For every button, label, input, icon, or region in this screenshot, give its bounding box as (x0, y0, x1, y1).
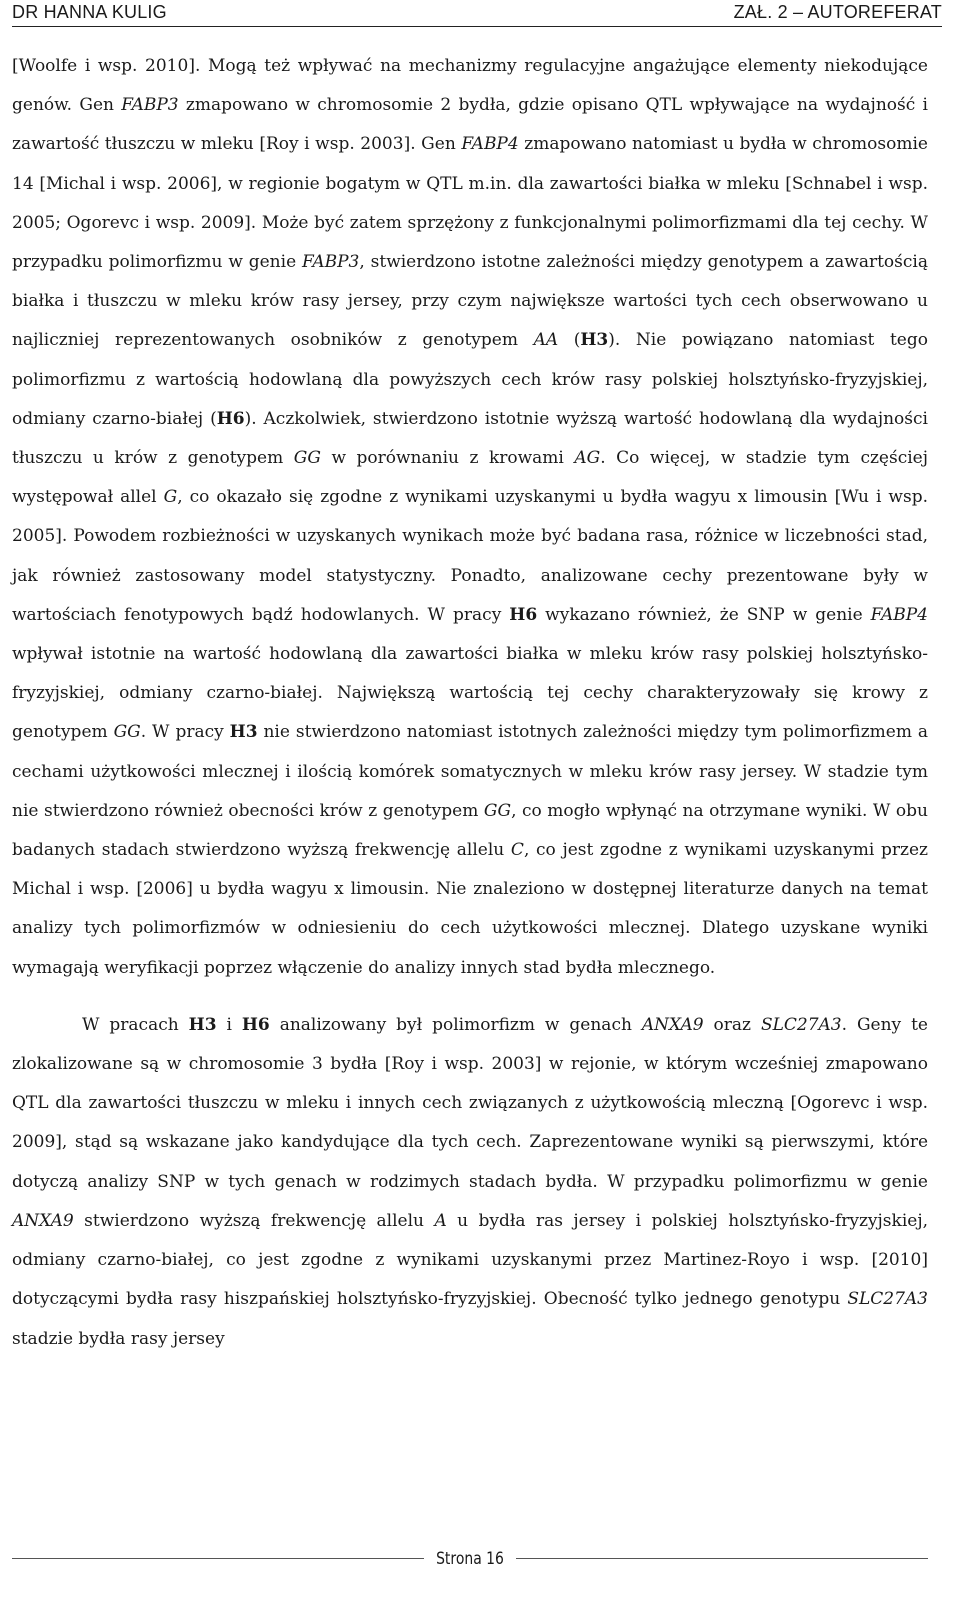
gene-symbol: FABP4 (461, 134, 519, 155)
gene-symbol: AG (574, 448, 601, 469)
text-run: , co mogło wpłynąć na otrzymane wyniki. W obu badanych stadach stwierdzono wyższą frekwencję allelu (12, 800, 928, 861)
document-body (12, 47, 928, 1359)
text-run: ( (558, 330, 581, 351)
text-run: stadzie bydła rasy jersey (12, 1328, 225, 1349)
text-run: oraz (703, 1014, 761, 1035)
header-attachment-label: ZAŁ. 2 – AUTOREFERAT (733, 2, 942, 22)
paper-reference: H6 (241, 1014, 270, 1035)
text-run: i (216, 1014, 242, 1035)
text-run: w porównaniu z krowami (320, 448, 575, 469)
text-run: u bydła ras jersey i polskiej holsztyńsko-fryzyjskiej, odmiany czarno-białej, co jest zgodne z wynikami uzyskanymi przez Martinez-Royo i wsp. [2010] dotyczącymi bydła rasy hiszpańskiej holsztyńsko-fryzyjskiej. Obecność tylko jednego genotypu (12, 1210, 928, 1310)
paragraph-2 (12, 1006, 928, 1359)
text-run: , co okazało się zgodne z wynikami uzyskanymi u bydła wagyu x limousin [Wu i wsp. 2005]. Powodem rozbieżności w uzyskanych wynikach może być badana rasa, różnice w liczebności stad, jak również zastosowany model statystyczny. Ponadto, analizowane cechy prezentowane były w wartościach fenotypowych bądź hodowlanych. W pracy (12, 487, 928, 625)
text-run: , stwierdzono istotne zależności między genotypem a zawartością białka i tłuszczu w mleku krów rasy jersey, przy czym największe wartości tych cech obserwowano u najliczniej reprezentowanych osobników z genotypem (12, 252, 928, 351)
paragraph-1 (12, 47, 928, 988)
gene-symbol: SLC27A3 (760, 1014, 842, 1035)
text-run: zmapowano natomiast u bydła w chromosomie 14 [Michal i wsp. 2006], w regionie bogatym w QTL m.in. dla zawartości białka w mleku [Schnabel i wsp. 2005; Ogorevc i wsp. 2009]. Może być zatem sprzężony z funkcjonalnymi polimorfizmami dla tej cechy. W przypadku polimorfizmu w genie (12, 134, 928, 273)
gene-symbol: G (163, 487, 178, 508)
gene-symbol: SLC27A3 (847, 1289, 928, 1310)
paper-reference: H6 (216, 408, 245, 429)
gene-symbol: ANXA9 (12, 1210, 74, 1231)
page-footer (0, 1548, 960, 1578)
text-run: stwierdzono wyższą frekwencję allelu (73, 1210, 435, 1231)
text-run: , co jest zgodne z wynikami uzyskanymi przez Michal i wsp. [2006] u bydła wagyu x limousin. Nie znaleziono w dostępnej literaturze danych na temat analizy tych polimorfizmów w odniesieniu do cech użytkowości mlecznej. Dlatego uzyskane wyniki wymagają weryfikacji poprzez włączenie do analizy innych stad bydła mlecznego. (12, 840, 928, 978)
page-header (12, 0, 942, 27)
gene-symbol: GG (293, 448, 321, 469)
header-author: DR HANNA KULIG (12, 2, 167, 22)
text-run: wykazano również, że SNP w genie (537, 604, 871, 625)
gene-symbol: GG (113, 722, 141, 743)
text-run: . Co więcej, w stadzie tym częściej występował allel (12, 448, 929, 508)
paper-reference: H3 (229, 722, 258, 743)
text-run: analizowany był polimorfizm w genach (269, 1014, 642, 1035)
paper-reference: H6 (509, 604, 538, 625)
paper-reference: H3 (580, 330, 609, 351)
text-run: [Woolfe i wsp. 2010]. Mogą też wpływać na mechanizmy regulacyjne angażujące elementy niekodujące genów. Gen (12, 56, 928, 116)
gene-symbol: AA (533, 330, 559, 351)
gene-symbol: FABP3 (121, 95, 179, 116)
text-run: ). Aczkolwiek, stwierdzono istotnie wyższą wartość hodowlaną dla wydajności tłuszczu u krów z genotypem (12, 408, 928, 469)
gene-symbol: FABP3 (302, 252, 360, 273)
page-number: Strona 16 (436, 1549, 504, 1569)
text-run: . Geny te zlokalizowane są w chromosomie 3 bydła [Roy i wsp. 2003] w rejonie, w którym wcześniej zmapowano QTL dla zawartości tłuszczu w mleku i innych cech związanych z użytkowością mleczną [Ogorevc i wsp. 2009], stąd są wskazane jako kandydujące dla tych cech. Zaprezentowane wyniki są pierwszymi, które dotyczą analizy SNP w tych genach w rodzimych stadach bydła. W przypadku polimorfizmu w genie (12, 1014, 928, 1192)
gene-symbol: ANXA9 (641, 1014, 704, 1035)
gene-symbol: C (510, 840, 524, 861)
text-run: . W pracy (140, 722, 230, 743)
text-run: nie stwierdzono natomiast istotnych zależności między tym polimorfizmem a cechami użytkowości mlecznej i ilością komórek somatycznych w mleku krów rasy jersey. W stadzie tym nie stwierdzono również obecności krów z genotypem (12, 722, 929, 821)
gene-symbol: FABP4 (870, 604, 928, 625)
text-run: ). Nie powiązano natomiast tego polimorfizmu z wartością hodowlaną dla powyższych cech krów rasy polskiej holsztyńsko-fryzyjskiej, odmiany czarno-białej ( (12, 330, 928, 429)
footer-rule-left (12, 1558, 424, 1559)
text-run: wpływał istotnie na wartość hodowlaną dla zawartości białka w mleku krów rasy polskiej holsztyńsko-fryzyjskiej, odmiany czarno-białej. Największą wartością tej cechy charakteryzowały się krowy z genotypem (12, 644, 928, 743)
text-run: zmapowano w chromosomie 2 bydła, gdzie opisano QTL wpływające na wydajność i zawartość tłuszczu w mleku [Roy i wsp. 2003]. Gen (12, 95, 928, 155)
paper-reference: H3 (188, 1014, 217, 1035)
footer-rule-right (516, 1558, 928, 1559)
gene-symbol: A (434, 1210, 447, 1231)
text-run: W pracach (82, 1014, 189, 1035)
gene-symbol: GG (483, 800, 512, 821)
